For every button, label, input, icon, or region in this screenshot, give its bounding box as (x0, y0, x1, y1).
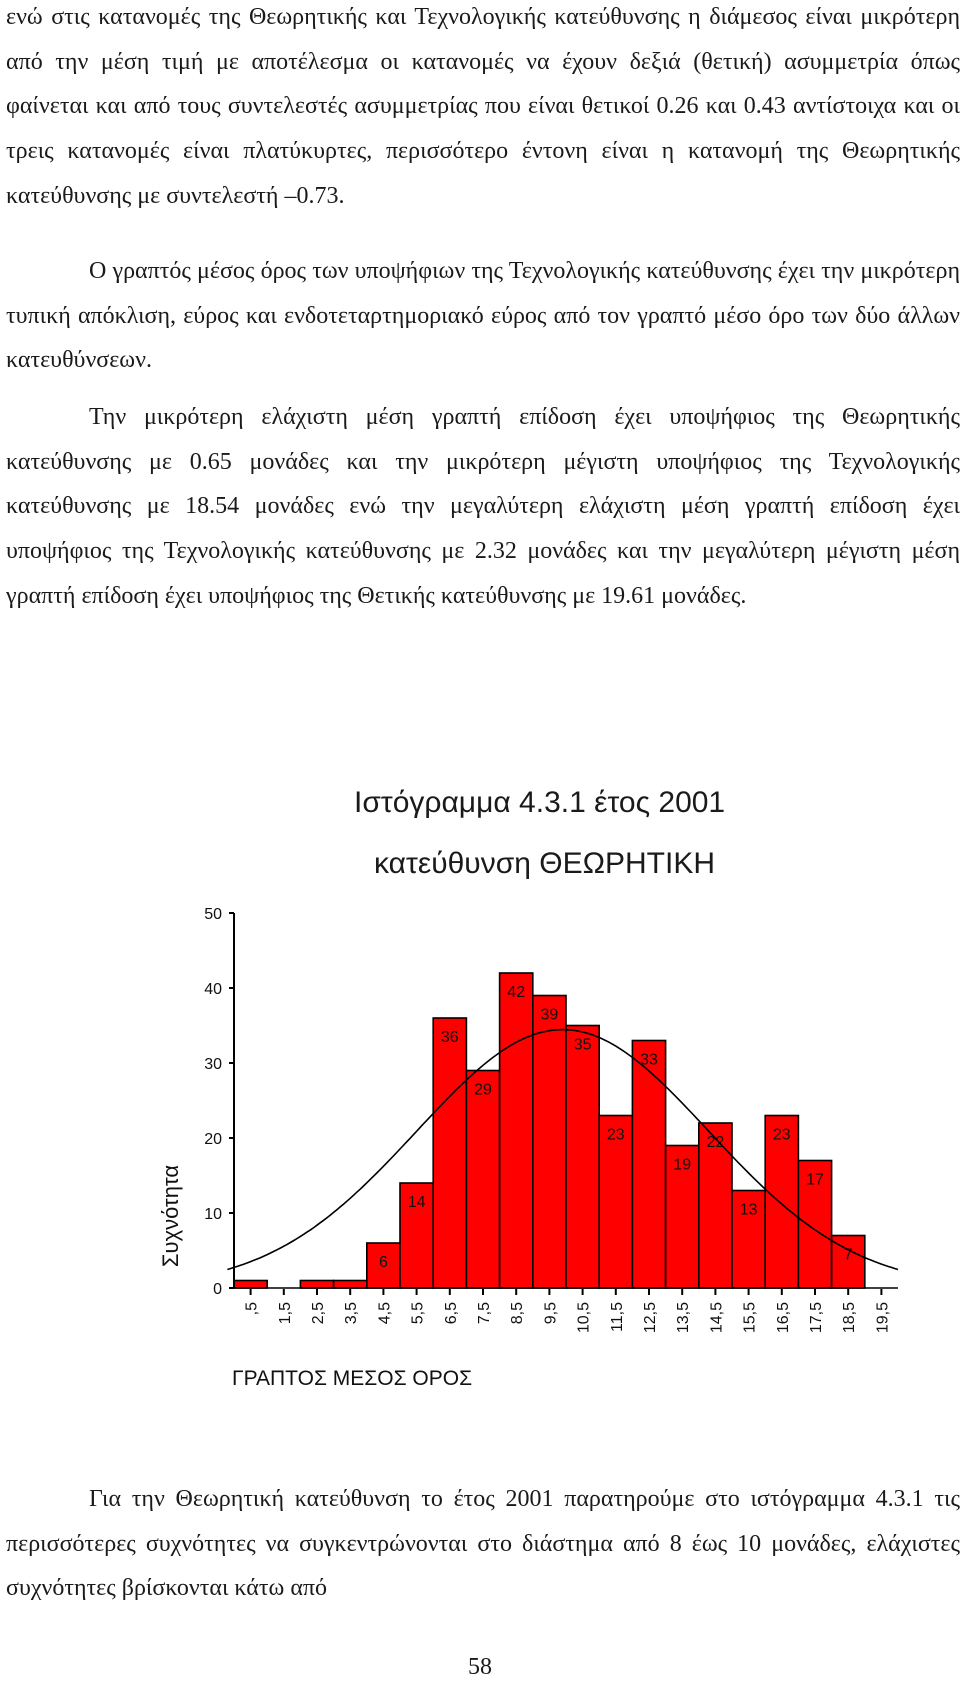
paragraph-min-max-performance: Την μικρότερη ελάχιστη μέση γραπτή επίδοση έχει υποψήφιος της Θεωρητικής κατεύθυνσης με 0.65 μονάδες και την μικρότερη μέγιστη υποψήφιος της Τεχνολογικής κατεύθυνσης με 18.54 μονάδες ενώ την μεγαλύτερη ελάχιστη μέση γραπτή επίδοση έχει υποψήφιος της Τεχνολογικής κατεύθυνσης με 2.32 μονάδες και την μεγαλύτερη μέγιστη μέση γραπτή επίδοση έχει υποψήφιος της Θετικής κατεύθυνσης με 19.61 μονάδες. (6, 404, 960, 609)
x-tick-label: 14,5 (708, 1302, 726, 1334)
bar-value-label: 13 (739, 1201, 758, 1219)
x-tick-label: 5,5 (409, 1302, 427, 1325)
x-tick-label: 11,5 (608, 1302, 626, 1332)
x-tick-label: 12,5 (642, 1302, 659, 1334)
histogram-bar (566, 1026, 599, 1289)
x-tick-label: 17,5 (808, 1302, 825, 1334)
bar-value-label: 7 (843, 1246, 853, 1264)
x-tick-label: 3,5 (343, 1302, 361, 1325)
x-tick-label: 2,5 (310, 1302, 327, 1325)
paragraph-theoretical-observation: Για την Θεωρητική κατεύθυνση το έτος 2001 παρατηρούμε στο ιστόγραμμα 4.3.1 τις περισσότερες συχνότητες να συγκεντρώνονται στο διάστημα από 8 έως 10 μονάδες, ελάχιστες συχνότητες βρίσκονται κάτω από (6, 1486, 960, 1602)
bar-value-label: 19 (673, 1156, 692, 1174)
histogram-bar (300, 1281, 333, 1289)
y-tick-label: 20 (204, 1131, 222, 1148)
x-tick-label: 10,5 (575, 1302, 593, 1334)
x-tick-label: ,5 (243, 1302, 261, 1316)
histogram-bar (234, 1281, 267, 1289)
histogram-bar (632, 1041, 665, 1289)
bar-value-label: 35 (573, 1036, 592, 1054)
bar-value-label: 14 (407, 1194, 426, 1211)
page-number: 58 (468, 1654, 492, 1680)
bar-value-label: 42 (507, 984, 526, 1001)
x-tick-label: 4,5 (376, 1302, 394, 1325)
chart-subtitle: κατεύθυνση ΘΕΩΡΗΤΙΚΗ (374, 847, 716, 880)
bar-value-label: 23 (772, 1126, 791, 1144)
bar-value-label: 33 (640, 1051, 658, 1069)
histogram-bar (500, 973, 533, 1288)
y-tick-label: 40 (204, 981, 222, 998)
paragraph-skewness: ενώ στις κατανομές της Θεωρητικής και Τεχνολογικής κατεύθυνσης η διάμεσος είναι μικρότερη από την μέση τιμή με αποτέλεσμα οι κατανομές να έχουν δεξιά (θετική) ασυμμετρία όπως φαίνεται και από τους συντελεστές ασυμμετρίας που είναι θετικοί 0.26 και 0.43 αντίστοιχα και οι τρεις κατανομές είναι πλατύκυρτες, περισσότερο έντονη είναι η κατανομή της Θεωρητικής κατεύθυνσης με συντελεστή –0.73. (6, 4, 960, 209)
x-tick-label: 13,5 (675, 1302, 693, 1334)
bar-value-label: 39 (540, 1006, 559, 1024)
y-tick-label: 0 (213, 1281, 222, 1298)
bar-value-label: 36 (440, 1029, 459, 1046)
x-tick-label: 19,5 (874, 1302, 892, 1334)
x-axis-title: ΓΡΑΠΤΟΣ ΜΕΣΟΣ ΟΡΟΣ (232, 1367, 473, 1390)
histogram-bar (433, 1018, 466, 1288)
bar-value-label: 29 (474, 1081, 492, 1099)
y-tick-label: 30 (204, 1056, 222, 1073)
x-tick-label: 1,5 (276, 1302, 294, 1325)
histogram-bar (533, 996, 566, 1289)
bar-value-label: 22 (706, 1134, 725, 1151)
bar-value-label: 23 (606, 1126, 625, 1144)
bar-value-label: 17 (806, 1171, 824, 1189)
x-tick-label: 9,5 (542, 1302, 560, 1325)
x-tick-label: 8,5 (509, 1302, 527, 1325)
chart-title: Ιστόγραμμα 4.3.1 έτος 2001 (354, 786, 726, 819)
x-tick-label: 18,5 (841, 1302, 859, 1334)
histogram-bar (466, 1071, 499, 1289)
x-tick-label: 6,5 (442, 1302, 460, 1325)
y-tick-label: 50 (204, 906, 222, 923)
x-tick-label: 7,5 (476, 1302, 493, 1325)
bar-value-label: 6 (378, 1254, 388, 1271)
x-tick-label: 15,5 (741, 1302, 759, 1334)
x-tick-label: 16,5 (774, 1302, 792, 1334)
paragraph-technological-deviation: Ο γραπτός μέσος όρος των υποψήφιων της Τεχνολογικής κατεύθυνσης έχει την μικρότερη τυπική απόκλιση, εύρος και ενδοτεταρτημοριακό εύρος από τον γραπτό μέσο όρο των δύο άλλων κατευθύνσεων. (6, 258, 960, 374)
histogram-bar (334, 1281, 367, 1289)
y-tick-label: 10 (204, 1206, 222, 1223)
y-axis-title: Συχνότητα (158, 1164, 183, 1268)
